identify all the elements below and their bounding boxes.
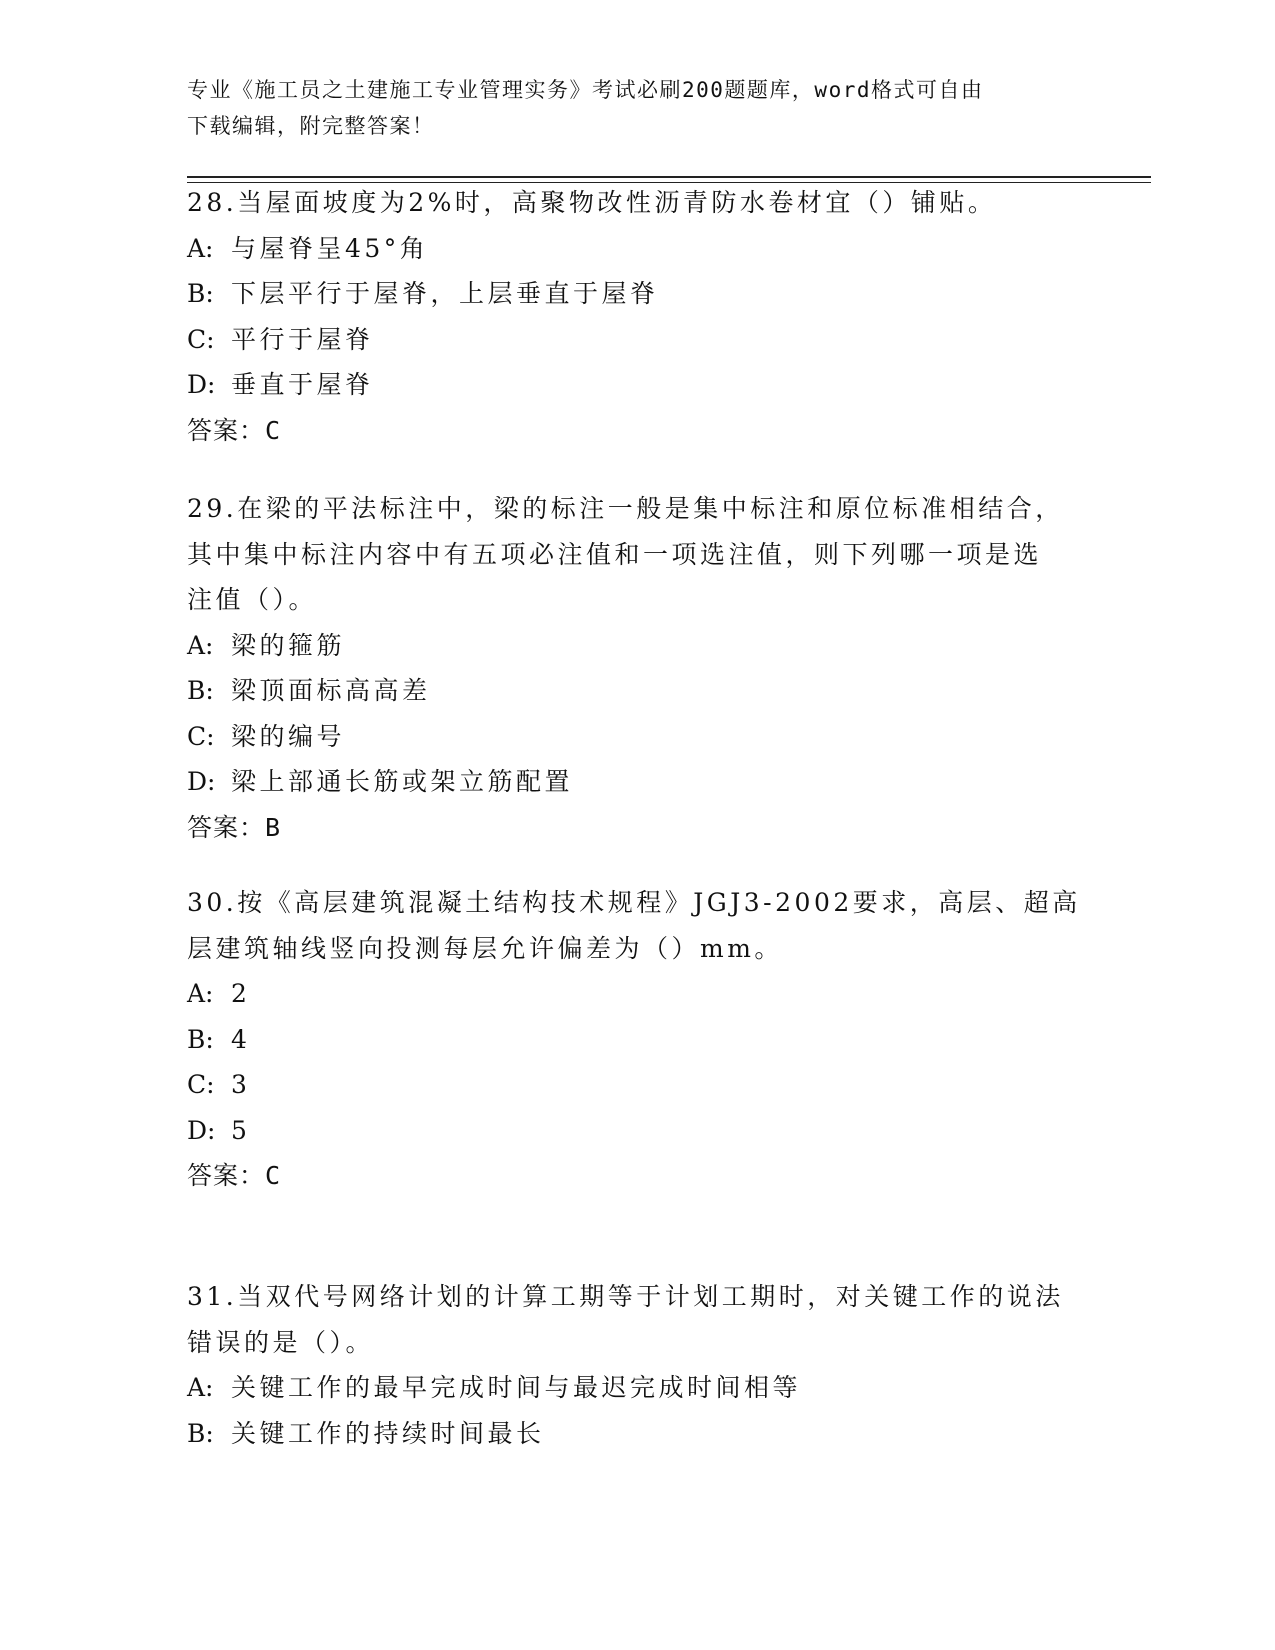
option-a (187, 623, 1087, 669)
question-stem-line: 错误的是（）。 (187, 1327, 375, 1357)
option-letter: D: (187, 370, 216, 399)
question-stem-line: 层建筑轴线竖向投测每层允许偏差为（）mm。 (187, 933, 783, 963)
question-stem-line: 28.当屋面坡度为2%时，高聚物改性沥青防水卷材宜（）铺贴。 (187, 188, 997, 217)
header-line-2: 下载编辑，附完整答案！ (187, 114, 435, 138)
question-stem-line: 31.当双代号网络计划的计算工期等于计划工期时，对关键工作的说法 (187, 1282, 1064, 1311)
answer-label: 答案： (187, 415, 266, 445)
question-29 (187, 486, 1087, 850)
option-letter: D: (187, 767, 216, 796)
option-letter: B: (187, 676, 214, 705)
option-text: 4 (231, 1024, 251, 1054)
question-stem-line: 其中集中标注内容中有五项必注值和一项选注值，则下列哪一项是选 (187, 539, 1043, 569)
option-text: 关键工作的最早完成时间与最迟完成时间相等 (231, 1373, 802, 1402)
question-30 (187, 880, 1087, 1199)
question-stem-line: 注值（）。 (187, 585, 318, 614)
option-b (187, 668, 1087, 714)
option-letter: A: (187, 1373, 214, 1402)
option-text: 2 (231, 979, 251, 1008)
option-b (187, 271, 1087, 317)
option-text: 梁的编号 (231, 721, 346, 751)
option-text: 梁的箍筋 (231, 630, 346, 660)
option-d (187, 362, 1087, 408)
option-text: 垂直于屋脊 (231, 370, 374, 399)
option-letter: C: (187, 721, 215, 751)
option-text: 下层平行于屋脊，上层垂直于屋脊 (231, 279, 659, 308)
option-b (187, 1411, 1087, 1457)
option-a (187, 971, 1087, 1017)
answer-label: 答案： (187, 1161, 266, 1190)
option-text: 平行于屋脊 (231, 324, 374, 354)
option-letter: B: (187, 279, 214, 308)
answer-value: C (265, 1161, 282, 1190)
option-letter: A: (187, 233, 214, 263)
option-c (187, 317, 1087, 363)
header-line-1: 专业《施工员之土建施工专业管理实务》考试必刷200题题库，word格式可自由 (187, 78, 984, 102)
option-d (187, 759, 1087, 805)
option-letter: B: (187, 1024, 214, 1054)
option-a (187, 1365, 1087, 1411)
option-c (187, 1062, 1087, 1108)
option-text: 关键工作的持续时间最长 (231, 1418, 545, 1448)
option-letter: D: (187, 1115, 216, 1145)
question-28 (187, 180, 1087, 453)
option-text: 梁顶面标高高差 (231, 676, 431, 705)
answer-value: C (265, 415, 282, 445)
answer-label: 答案： (187, 812, 266, 842)
answer-line (187, 408, 1087, 454)
question-31 (187, 1274, 1087, 1456)
option-letter: A: (187, 979, 214, 1008)
question-stem-line: 29.在梁的平法标注中，梁的标注一般是集中标注和原位标准相结合， (187, 494, 1064, 523)
option-a (187, 226, 1087, 272)
option-text: 梁上部通长筋或架立筋配置 (231, 767, 574, 796)
question-stem-line: 30.按《高层建筑混凝土结构技术规程》JGJ3-2002要求，高层、超高 (187, 888, 1081, 917)
option-text: 3 (231, 1070, 251, 1099)
option-letter: A: (187, 630, 214, 660)
option-letter: B: (187, 1418, 214, 1448)
option-d (187, 1108, 1087, 1154)
option-c (187, 714, 1087, 760)
option-text: 与屋脊呈45°角 (231, 233, 429, 263)
answer-line (187, 1153, 1087, 1199)
answer-value: B (265, 812, 282, 842)
answer-line (187, 805, 1087, 851)
option-b (187, 1017, 1087, 1063)
header-divider-thick (187, 176, 1151, 178)
document-header (187, 72, 1067, 144)
option-letter: C: (187, 1070, 215, 1099)
option-text: 5 (231, 1115, 251, 1145)
option-letter: C: (187, 324, 215, 354)
